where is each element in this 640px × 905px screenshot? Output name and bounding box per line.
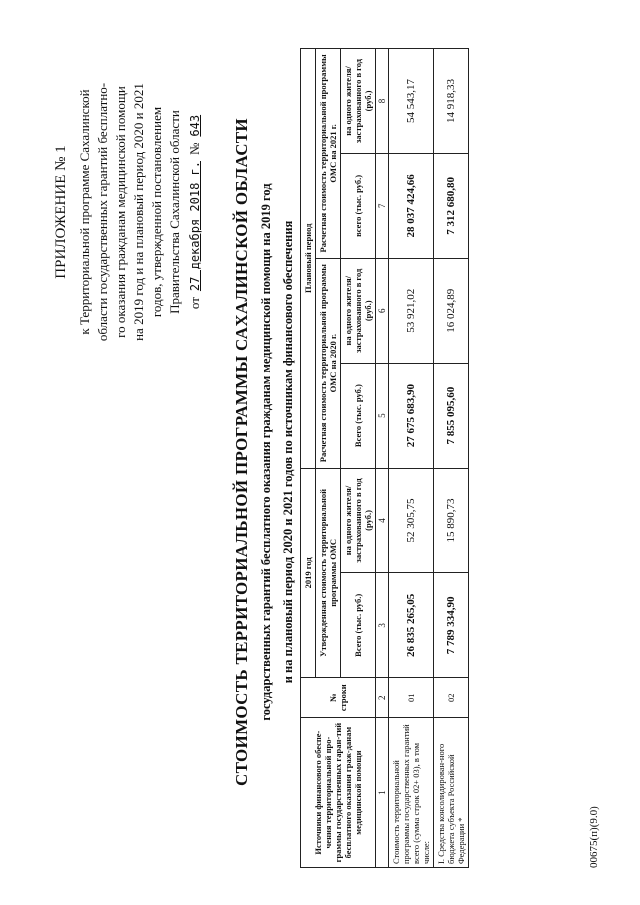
document-heading (232, 42, 296, 862)
number-label: № (187, 142, 202, 156)
cell-2019-per-capita: 15 890,73 (434, 468, 469, 573)
cell-2019-total: 26 835 265,05 (389, 573, 434, 678)
column-index: 8 (376, 49, 389, 154)
appendix-title: ПРИЛОЖЕНИЕ № 1 (53, 145, 69, 279)
document-subtitle-2: и на плановый период 2020 и 2021 годов по источникам финансового обеспечения (281, 220, 295, 684)
header-total: Всего (тыс. руб.) (341, 363, 376, 468)
rotated-landscape-page (22, 22, 622, 882)
header-per-capita: на одного жителя/ застрахованного в год (руб.) (341, 49, 376, 154)
row-number: 01 (389, 678, 434, 718)
cell-2021-total: 7 312 680,80 (434, 153, 469, 258)
cell-2021-per-capita: 14 918,33 (434, 49, 469, 154)
from-label: от (187, 297, 202, 310)
cell-2021-total: 28 037 424,66 (389, 153, 434, 258)
cell-2020-per-capita: 53 921,02 (389, 258, 434, 363)
cell-2019-total: 7 789 334,90 (434, 573, 469, 678)
row-label: I. Средства консолидирован-ного бюджета субъекта Российской Федерации * (434, 718, 469, 868)
appendix-line: годов, утвержденной постановлением (149, 106, 164, 318)
appendix-block (52, 62, 204, 362)
table-row (389, 49, 434, 868)
column-index: 6 (376, 258, 389, 363)
resolution-date: 27 декабря 2018 г. (188, 161, 202, 292)
column-index-row (376, 49, 389, 868)
column-index: 2 (376, 678, 389, 718)
appendix-signature-line (186, 62, 204, 362)
document-code: 00675(п)(9.0) (588, 806, 600, 868)
header-per-capita: на одного жителя/ застрахованного в год (руб.) (341, 468, 376, 573)
header-per-capita: на одного жителя/ застрахованного в год (руб.) (341, 258, 376, 363)
header-year-2019: 2019 год (301, 468, 316, 678)
appendix-line: го оказания гражданам медицинской помощи (113, 86, 128, 338)
appendix-line: области государственных гарантий бесплатно- (95, 82, 110, 342)
table-row (434, 49, 469, 868)
appendix-line: на 2019 год и на плановый период 2020 и 2021 (131, 83, 146, 341)
cell-2020-total: 7 855 095,60 (434, 363, 469, 468)
row-label: Стоимость территориальной программы государственных гарантий всего (сумма строк 02+ 03), в том числе: (389, 718, 434, 868)
document-subtitle-1: государственных гарантий бесплатного оказания гражданам медицинской помощи на 2019 год (259, 183, 273, 721)
column-index: 7 (376, 153, 389, 258)
column-index: 1 (376, 718, 389, 868)
column-index: 3 (376, 573, 389, 678)
header-total: всего (тыс. руб.) (341, 153, 376, 258)
document-title: СТОИМОСТЬ ТЕРРИТОРИАЛЬНОЙ ПРОГРАММЫ САХАЛИНСКОЙ ОБЛАСТИ (232, 118, 251, 786)
appendix-line: к Территориальной программе Сахалинской (77, 89, 92, 335)
cell-2021-per-capita: 54 543,17 (389, 49, 434, 154)
appendix-line: Правительства Сахалинской области (167, 110, 182, 314)
header-row-no: № строки (301, 678, 376, 718)
cost-table (300, 48, 469, 868)
cell-2020-per-capita: 16 024,89 (434, 258, 469, 363)
header-group-2019: Утвержденная стоимость территориальной программы ОМС (316, 468, 341, 678)
cell-2019-per-capita: 52 305,75 (389, 468, 434, 573)
header-source: Источники финансового обеспе-чения территориальной про-граммы государственных гаран-тий бесплатного оказания граж-данам медицинской помощи (301, 718, 376, 868)
cell-2020-total: 27 675 683,90 (389, 363, 434, 468)
header-planned: Плановый период (301, 49, 316, 469)
header-group-2021: Расчетная стоимость территориальной программы ОМС на 2021 г. (316, 49, 341, 259)
header-total: Всего (тыс. руб.) (341, 573, 376, 678)
row-number: 02 (434, 678, 469, 718)
column-index: 5 (376, 363, 389, 468)
header-group-2020: Расчетная стоимость территориальной программы ОМС на 2020 г. (316, 258, 341, 468)
resolution-number: 643 (188, 114, 202, 137)
column-index: 4 (376, 468, 389, 573)
